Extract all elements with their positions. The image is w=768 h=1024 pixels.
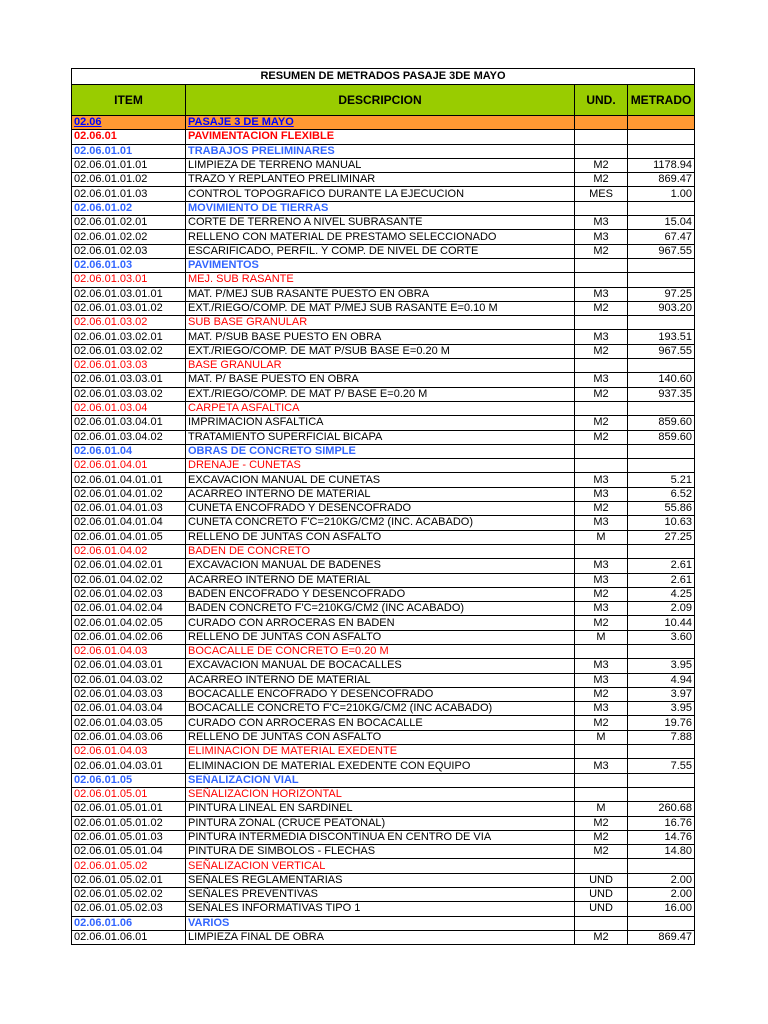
table-row xyxy=(72,216,695,230)
table-row xyxy=(72,401,695,415)
item-cell: 02.06.01.04.01.05 xyxy=(72,530,186,544)
metrado-cell: 903.20 xyxy=(628,301,695,315)
description-cell: PAVIMENTACION FLEXIBLE xyxy=(186,130,575,144)
metrado-cell xyxy=(628,787,695,801)
metrado-cell: 1178.94 xyxy=(628,158,695,172)
metrado-cell: 16.76 xyxy=(628,816,695,830)
unit-cell: M2 xyxy=(575,687,628,701)
description-cell: CURADO CON ARROCERAS EN BOCACALLE xyxy=(186,716,575,730)
item-cell: 02.06.01.03 xyxy=(72,258,186,272)
table-row xyxy=(72,644,695,658)
table-row xyxy=(72,659,695,673)
description-cell: EXT./RIEGO/COMP. DE MAT P/SUB BASE E=0.20 M xyxy=(186,344,575,358)
unit-cell xyxy=(575,201,628,215)
description-cell: SEÑALES INFORMATIVAS TIPO 1 xyxy=(186,902,575,916)
table-row xyxy=(72,273,695,287)
table-row xyxy=(72,587,695,601)
metrado-cell: 10.44 xyxy=(628,616,695,630)
table-row xyxy=(72,144,695,158)
metrado-cell: 967.55 xyxy=(628,244,695,258)
description-cell: PINTURA ZONAL (CRUCE PEATONAL) xyxy=(186,816,575,830)
item-cell: 02.06.01.05.01 xyxy=(72,787,186,801)
item-cell: 02.06.01.03.03.02 xyxy=(72,387,186,401)
item-cell: 02.06.01.03.03 xyxy=(72,359,186,373)
table-row xyxy=(72,116,695,130)
item-cell: 02.06.01.03.02.02 xyxy=(72,344,186,358)
table-row xyxy=(72,873,695,887)
unit-cell xyxy=(575,130,628,144)
unit-cell xyxy=(575,459,628,473)
table-row xyxy=(72,787,695,801)
table-row xyxy=(72,502,695,516)
unit-cell xyxy=(575,316,628,330)
description-cell: BADEN CONCRETO F'C=210KG/CM2 (INC ACABADO) xyxy=(186,602,575,616)
unit-cell: M2 xyxy=(575,158,628,172)
unit-cell xyxy=(575,116,628,130)
item-cell: 02.06.01.04.03.01 xyxy=(72,659,186,673)
item-cell: 02.06.01.04.03 xyxy=(72,745,186,759)
description-cell: BOCACALLE CONCRETO F'C=210KG/CM2 (INC ACABADO) xyxy=(186,702,575,716)
metrado-cell: 2.00 xyxy=(628,873,695,887)
metrado-cell: 4.25 xyxy=(628,587,695,601)
description-cell: SEÑALIZACION VIAL xyxy=(186,773,575,787)
item-cell: 02.06.01.04.01 xyxy=(72,459,186,473)
unit-cell: M2 xyxy=(575,244,628,258)
unit-cell: M3 xyxy=(575,473,628,487)
table-row xyxy=(72,930,695,944)
unit-cell: M3 xyxy=(575,759,628,773)
metrado-cell: 869.47 xyxy=(628,930,695,944)
metrado-cell xyxy=(628,359,695,373)
item-cell: 02.06.01.02.03 xyxy=(72,244,186,258)
unit-cell: M3 xyxy=(575,573,628,587)
description-cell: MOVIMIENTO DE TIERRAS xyxy=(186,201,575,215)
item-cell: 02.06.01.01.02 xyxy=(72,173,186,187)
description-cell: RELLENO DE JUNTAS CON ASFALTO xyxy=(186,630,575,644)
description-cell: EXT./RIEGO/COMP. DE MAT P/MEJ SUB RASANTE E=0.10 M xyxy=(186,301,575,315)
description-cell: PINTURA DE SIMBOLOS - FLECHAS xyxy=(186,845,575,859)
item-cell: 02.06.01.04.01.03 xyxy=(72,502,186,516)
unit-cell: M2 xyxy=(575,930,628,944)
metrado-cell xyxy=(628,201,695,215)
metrado-cell xyxy=(628,773,695,787)
item-cell: 02.06.01.01 xyxy=(72,144,186,158)
header-descripcion: DESCRIPCION xyxy=(186,85,575,116)
unit-cell: M xyxy=(575,802,628,816)
item-cell: 02.06.01.04.03.03 xyxy=(72,687,186,701)
table-row xyxy=(72,630,695,644)
item-cell: 02.06.01.04 xyxy=(72,444,186,458)
description-cell: LIMPIEZA FINAL DE OBRA xyxy=(186,930,575,944)
description-cell: ACARREO INTERNO DE MATERIAL xyxy=(186,487,575,501)
item-cell: 02.06.01.02 xyxy=(72,201,186,215)
metrado-cell xyxy=(628,116,695,130)
metrado-cell: 3.95 xyxy=(628,702,695,716)
metrado-cell: 10.63 xyxy=(628,516,695,530)
metrado-cell: 55.86 xyxy=(628,502,695,516)
header-row xyxy=(72,85,695,116)
metrado-cell: 193.51 xyxy=(628,330,695,344)
unit-cell xyxy=(575,444,628,458)
metrado-cell: 967.55 xyxy=(628,344,695,358)
description-cell: BOCACALLE DE CONCRETO E=0.20 M xyxy=(186,644,575,658)
item-cell: 02.06.01.05.01.02 xyxy=(72,816,186,830)
unit-cell: M3 xyxy=(575,516,628,530)
metrado-cell: 2.09 xyxy=(628,602,695,616)
item-cell: 02.06.01.03.02 xyxy=(72,316,186,330)
item-cell: 02.06.01.03.01.02 xyxy=(72,301,186,315)
item-cell: 02.06.01.05.01.01 xyxy=(72,802,186,816)
item-cell: 02.06.01.04.01.02 xyxy=(72,487,186,501)
metrado-cell xyxy=(628,444,695,458)
description-cell: PINTURA LINEAL EN SARDINEL xyxy=(186,802,575,816)
metrado-cell xyxy=(628,859,695,873)
description-cell: EXCAVACION MANUAL DE BOCACALLES xyxy=(186,659,575,673)
metrado-cell: 2.00 xyxy=(628,888,695,902)
table-row xyxy=(72,387,695,401)
item-cell: 02.06.01.05.01.03 xyxy=(72,830,186,844)
item-cell: 02.06.01.04.03.06 xyxy=(72,730,186,744)
table-row xyxy=(72,416,695,430)
item-cell: 02.06.01 xyxy=(72,130,186,144)
metrado-cell: 2.61 xyxy=(628,573,695,587)
table-row xyxy=(72,344,695,358)
metrado-cell: 97.25 xyxy=(628,287,695,301)
metrado-cell xyxy=(628,316,695,330)
description-cell: TRAZO Y REPLANTEO PRELIMINAR xyxy=(186,173,575,187)
table-row xyxy=(72,459,695,473)
description-cell: MAT. P/ BASE PUESTO EN OBRA xyxy=(186,373,575,387)
table-row xyxy=(72,330,695,344)
unit-cell: M3 xyxy=(575,230,628,244)
item-cell: 02.06.01.03.02.01 xyxy=(72,330,186,344)
table-row xyxy=(72,473,695,487)
item-cell: 02.06.01.05.02 xyxy=(72,859,186,873)
table-row xyxy=(72,230,695,244)
item-cell: 02.06.01.02.01 xyxy=(72,216,186,230)
metrado-cell xyxy=(628,644,695,658)
table-row xyxy=(72,316,695,330)
unit-cell: UND xyxy=(575,902,628,916)
description-cell: CUNETA CONCRETO F'C=210KG/CM2 (INC. ACABADO) xyxy=(186,516,575,530)
unit-cell: UND xyxy=(575,888,628,902)
item-cell: 02.06.01.04.03.05 xyxy=(72,716,186,730)
item-cell: 02.06.01.04.02.06 xyxy=(72,630,186,644)
metrado-cell xyxy=(628,544,695,558)
description-cell: BASE GRANULAR xyxy=(186,359,575,373)
description-cell: VARIOS xyxy=(186,916,575,930)
metrado-cell: 869.47 xyxy=(628,173,695,187)
item-cell: 02.06.01.04.02.05 xyxy=(72,616,186,630)
item-cell: 02.06.01.03.04.01 xyxy=(72,416,186,430)
table-row xyxy=(72,888,695,902)
table-row xyxy=(72,201,695,215)
title-row xyxy=(72,69,695,85)
unit-cell: M3 xyxy=(575,487,628,501)
table-row xyxy=(72,158,695,172)
item-cell: 02.06.01.04.01.01 xyxy=(72,473,186,487)
item-cell: 02.06 xyxy=(72,116,186,130)
table-row xyxy=(72,716,695,730)
metrado-cell: 4.94 xyxy=(628,673,695,687)
unit-cell xyxy=(575,859,628,873)
table-row xyxy=(72,173,695,187)
unit-cell: M3 xyxy=(575,602,628,616)
metrado-cell xyxy=(628,130,695,144)
item-cell: 02.06.01.01.03 xyxy=(72,187,186,201)
item-cell: 02.06.01.05.02.02 xyxy=(72,888,186,902)
description-cell: EXCAVACION MANUAL DE BADENES xyxy=(186,559,575,573)
description-cell: RELLENO CON MATERIAL DE PRESTAMO SELECCIONADO xyxy=(186,230,575,244)
description-cell: CONTROL TOPOGRAFICO DURANTE LA EJECUCION xyxy=(186,187,575,201)
description-cell: SEÑALIZACION VERTICAL xyxy=(186,859,575,873)
item-cell: 02.06.01.03.04 xyxy=(72,401,186,415)
table-row xyxy=(72,916,695,930)
unit-cell xyxy=(575,787,628,801)
description-cell: RELLENO DE JUNTAS CON ASFALTO xyxy=(186,730,575,744)
metrados-table xyxy=(71,68,695,945)
metrado-cell: 14.80 xyxy=(628,845,695,859)
metrado-cell: 7.55 xyxy=(628,759,695,773)
description-cell: ELIMINACION DE MATERIAL EXEDENTE CON EQUIPO xyxy=(186,759,575,773)
description-cell: CORTE DE TERRENO A NIVEL SUBRASANTE xyxy=(186,216,575,230)
description-cell: PINTURA INTERMEDIA DISCONTINUA EN CENTRO DE VIA xyxy=(186,830,575,844)
item-cell: 02.06.01.06.01 xyxy=(72,930,186,944)
description-cell: TRATAMIENTO SUPERFICIAL BICAPA xyxy=(186,430,575,444)
unit-cell: UND xyxy=(575,873,628,887)
unit-cell: M3 xyxy=(575,330,628,344)
metrado-cell: 67.47 xyxy=(628,230,695,244)
item-cell: 02.06.01.04.01.04 xyxy=(72,516,186,530)
table-row xyxy=(72,859,695,873)
item-cell: 02.06.01.02.02 xyxy=(72,230,186,244)
table-row xyxy=(72,730,695,744)
unit-cell: M3 xyxy=(575,673,628,687)
item-cell: 02.06.01.04.03 xyxy=(72,644,186,658)
unit-cell xyxy=(575,773,628,787)
metrado-cell xyxy=(628,459,695,473)
item-cell: 02.06.01.04.02.02 xyxy=(72,573,186,587)
metrado-cell: 3.95 xyxy=(628,659,695,673)
unit-cell: M2 xyxy=(575,301,628,315)
table-row xyxy=(72,745,695,759)
metrado-cell: 2.61 xyxy=(628,559,695,573)
table-row xyxy=(72,444,695,458)
table-row xyxy=(72,616,695,630)
unit-cell: M3 xyxy=(575,373,628,387)
description-cell: BADEN DE CONCRETO xyxy=(186,544,575,558)
unit-cell: M3 xyxy=(575,702,628,716)
metrado-cell: 19.76 xyxy=(628,716,695,730)
description-cell: SUB BASE GRANULAR xyxy=(186,316,575,330)
table-row xyxy=(72,902,695,916)
item-cell: 02.06.01.03.04.02 xyxy=(72,430,186,444)
description-cell: RELLENO DE JUNTAS CON ASFALTO xyxy=(186,530,575,544)
unit-cell: M2 xyxy=(575,816,628,830)
description-cell: PAVIMENTOS xyxy=(186,258,575,272)
unit-cell xyxy=(575,544,628,558)
table-row xyxy=(72,816,695,830)
table-row xyxy=(72,530,695,544)
item-cell: 02.06.01.03.01 xyxy=(72,273,186,287)
table-row xyxy=(72,573,695,587)
metrado-cell: 3.60 xyxy=(628,630,695,644)
description-cell: ESCARIFICADO, PERFIL. Y COMP. DE NIVEL DE CORTE xyxy=(186,244,575,258)
item-cell: 02.06.01.04.02 xyxy=(72,544,186,558)
table-row xyxy=(72,516,695,530)
table-row xyxy=(72,244,695,258)
description-cell: SEÑALIZACION HORIZONTAL xyxy=(186,787,575,801)
item-cell: 02.06.01.04.03.01 xyxy=(72,759,186,773)
item-cell: 02.06.01.01.01 xyxy=(72,158,186,172)
description-cell: CUNETA ENCOFRADO Y DESENCOFRADO xyxy=(186,502,575,516)
unit-cell xyxy=(575,916,628,930)
description-cell: MAT. P/MEJ SUB RASANTE PUESTO EN OBRA xyxy=(186,287,575,301)
table-body xyxy=(72,116,695,945)
unit-cell: M2 xyxy=(575,502,628,516)
table-row xyxy=(72,544,695,558)
unit-cell: M xyxy=(575,730,628,744)
table-row xyxy=(72,845,695,859)
description-cell: SEÑALES PREVENTIVAS xyxy=(186,888,575,902)
table-row xyxy=(72,559,695,573)
table-row xyxy=(72,187,695,201)
table-row xyxy=(72,258,695,272)
item-cell: 02.06.01.03.01.01 xyxy=(72,287,186,301)
unit-cell: M xyxy=(575,630,628,644)
table-row xyxy=(72,487,695,501)
metrado-cell: 27.25 xyxy=(628,530,695,544)
description-cell: EXT./RIEGO/COMP. DE MAT P/ BASE E=0.20 M xyxy=(186,387,575,401)
table-row xyxy=(72,130,695,144)
description-cell: CARPETA ASFALTICA xyxy=(186,401,575,415)
unit-cell: M3 xyxy=(575,659,628,673)
metrado-cell: 1.00 xyxy=(628,187,695,201)
header-item: ITEM xyxy=(72,85,186,116)
table-row xyxy=(72,802,695,816)
description-cell: SEÑALES REGLAMENTARIAS xyxy=(186,873,575,887)
unit-cell: M2 xyxy=(575,845,628,859)
metrado-cell: 15.04 xyxy=(628,216,695,230)
header-metrado: METRADO xyxy=(628,85,695,116)
metrado-cell xyxy=(628,745,695,759)
table-row xyxy=(72,773,695,787)
header-und: UND. xyxy=(575,85,628,116)
unit-cell: M2 xyxy=(575,416,628,430)
metrado-cell xyxy=(628,401,695,415)
unit-cell: MES xyxy=(575,187,628,201)
unit-cell xyxy=(575,258,628,272)
table-row xyxy=(72,830,695,844)
description-cell: LIMPIEZA DE TERRENO MANUAL xyxy=(186,158,575,172)
item-cell: 02.06.01.06 xyxy=(72,916,186,930)
table-row xyxy=(72,687,695,701)
description-cell: CURADO CON ARROCERAS EN BADEN xyxy=(186,616,575,630)
unit-cell xyxy=(575,644,628,658)
metrado-cell: 16.00 xyxy=(628,902,695,916)
metrado-cell: 7.88 xyxy=(628,730,695,744)
description-cell: MAT. P/SUB BASE PUESTO EN OBRA xyxy=(186,330,575,344)
description-cell: BADEN ENCOFRADO Y DESENCOFRADO xyxy=(186,587,575,601)
metrado-cell: 5.21 xyxy=(628,473,695,487)
unit-cell: M2 xyxy=(575,430,628,444)
metrado-cell xyxy=(628,144,695,158)
item-cell: 02.06.01.04.02.04 xyxy=(72,602,186,616)
metrado-cell xyxy=(628,258,695,272)
description-cell: ACARREO INTERNO DE MATERIAL xyxy=(186,673,575,687)
item-cell: 02.06.01.04.02.01 xyxy=(72,559,186,573)
item-cell: 02.06.01.03.03.01 xyxy=(72,373,186,387)
item-cell: 02.06.01.04.02.03 xyxy=(72,587,186,601)
metrado-cell xyxy=(628,273,695,287)
metrado-cell: 260.68 xyxy=(628,802,695,816)
unit-cell: M2 xyxy=(575,344,628,358)
item-cell: 02.06.01.05 xyxy=(72,773,186,787)
unit-cell: M2 xyxy=(575,587,628,601)
description-cell: TRABAJOS PRELIMINARES xyxy=(186,144,575,158)
description-cell: EXCAVACION MANUAL DE CUNETAS xyxy=(186,473,575,487)
item-cell: 02.06.01.05.01.04 xyxy=(72,845,186,859)
unit-cell: M2 xyxy=(575,830,628,844)
unit-cell: M3 xyxy=(575,287,628,301)
table-row xyxy=(72,287,695,301)
description-cell: OBRAS DE CONCRETO SIMPLE xyxy=(186,444,575,458)
description-cell: BOCACALLE ENCOFRADO Y DESENCOFRADO xyxy=(186,687,575,701)
item-cell: 02.06.01.05.02.03 xyxy=(72,902,186,916)
metrado-cell: 14.76 xyxy=(628,830,695,844)
description-cell: MEJ. SUB RASANTE xyxy=(186,273,575,287)
table-row xyxy=(72,759,695,773)
document-title: RESUMEN DE METRADOS PASAJE 3DE MAYO xyxy=(72,69,695,85)
metrado-cell xyxy=(628,916,695,930)
item-cell: 02.06.01.04.03.02 xyxy=(72,673,186,687)
unit-cell xyxy=(575,273,628,287)
unit-cell: M2 xyxy=(575,173,628,187)
table-row xyxy=(72,430,695,444)
description-cell: ACARREO INTERNO DE MATERIAL xyxy=(186,573,575,587)
description-cell: PASAJE 3 DE MAYO xyxy=(186,116,575,130)
description-cell: DRENAJE - CUNETAS xyxy=(186,459,575,473)
metrado-cell: 937.35 xyxy=(628,387,695,401)
table-row xyxy=(72,373,695,387)
metrado-cell: 6.52 xyxy=(628,487,695,501)
table-row xyxy=(72,602,695,616)
description-cell: IMPRIMACION ASFALTICA xyxy=(186,416,575,430)
table-row xyxy=(72,359,695,373)
unit-cell xyxy=(575,401,628,415)
unit-cell: M3 xyxy=(575,559,628,573)
unit-cell: M2 xyxy=(575,616,628,630)
item-cell: 02.06.01.04.03.04 xyxy=(72,702,186,716)
unit-cell xyxy=(575,745,628,759)
item-cell: 02.06.01.05.02.01 xyxy=(72,873,186,887)
table-row xyxy=(72,301,695,315)
metrado-cell: 859.60 xyxy=(628,416,695,430)
metrado-cell: 140.60 xyxy=(628,373,695,387)
unit-cell: M2 xyxy=(575,387,628,401)
unit-cell xyxy=(575,144,628,158)
metrado-cell: 859.60 xyxy=(628,430,695,444)
table-row xyxy=(72,702,695,716)
unit-cell: M3 xyxy=(575,216,628,230)
unit-cell xyxy=(575,359,628,373)
unit-cell: M xyxy=(575,530,628,544)
unit-cell: M2 xyxy=(575,716,628,730)
table-row xyxy=(72,673,695,687)
description-cell: ELIMINACION DE MATERIAL EXEDENTE xyxy=(186,745,575,759)
metrado-cell: 3.97 xyxy=(628,687,695,701)
